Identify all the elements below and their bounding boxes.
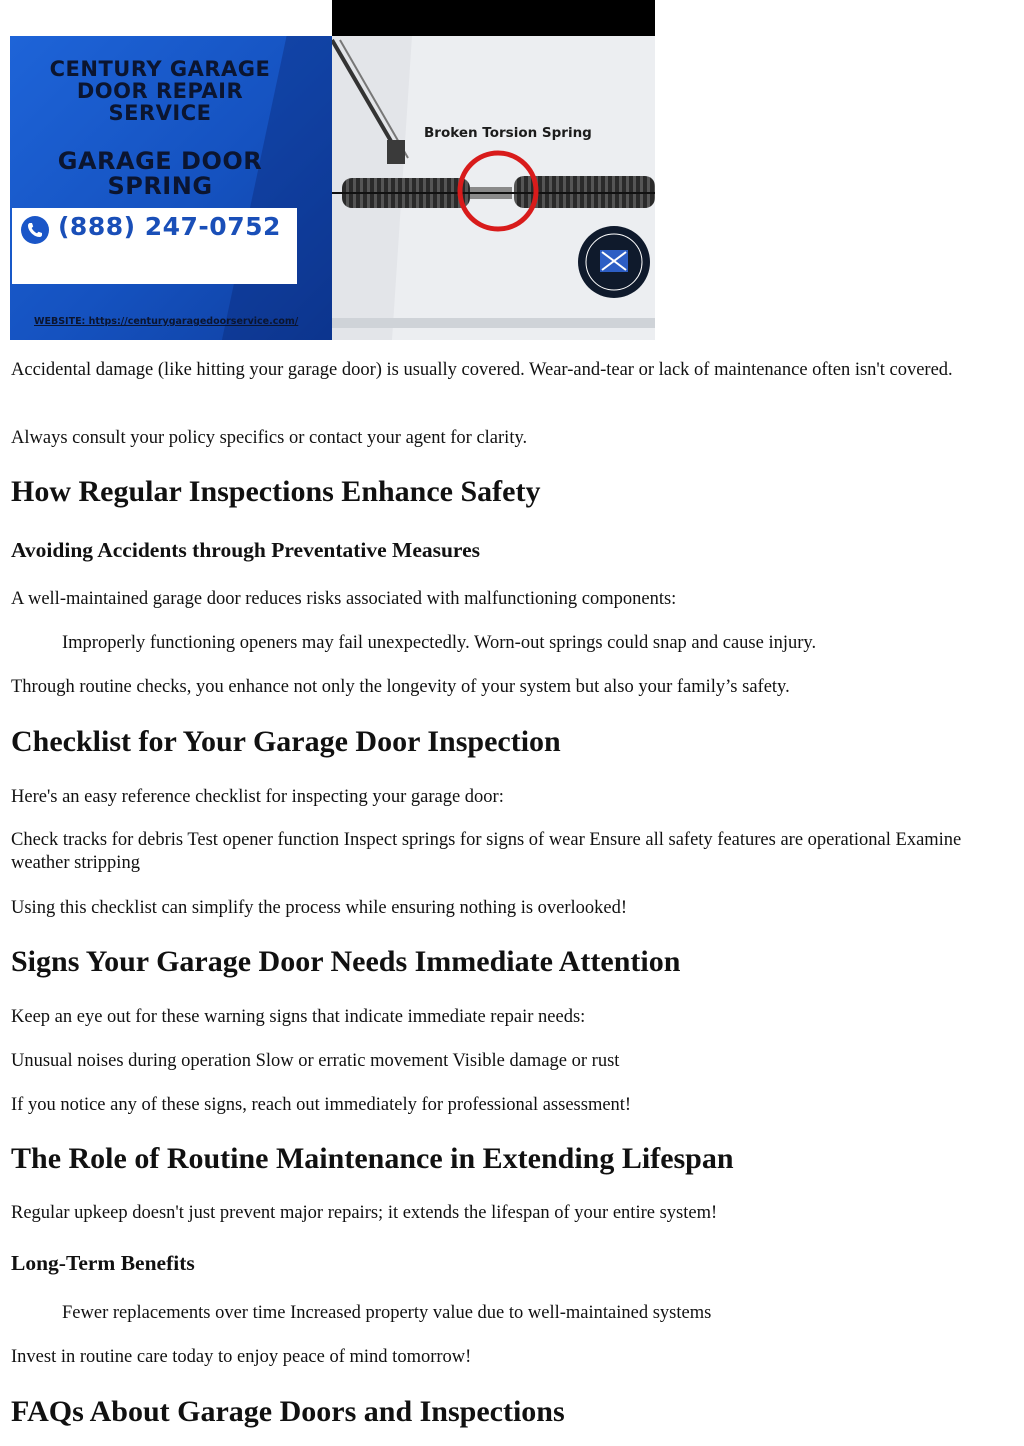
banner-service-name: GARAGE DOOR SPRING xyxy=(57,147,263,200)
website-url: WEBSITE: https://centurygaragedoorservice.com/ xyxy=(34,316,299,327)
checklist-paragraph: Check tracks for debris Test opener function Inspect springs for signs of wear Ensure all safety features are operational Examine weather stripping xyxy=(11,830,962,873)
section-heading: Checklist for Your Garage Door Inspection xyxy=(11,725,561,758)
photo-label: Broken Torsion Spring xyxy=(424,125,592,141)
section-heading: How Regular Inspections Enhance Safety xyxy=(11,475,541,508)
paragraph: Accidental damage (like hitting your garage door) is usually covered. Wear-and-tear or lack of maintenance often isn't covered. xyxy=(11,360,953,380)
phone-icon xyxy=(21,216,49,244)
phone-number: (888) 247-0752 xyxy=(58,212,281,241)
paragraph: Keep an eye out for these warning signs that indicate immediate repair needs: xyxy=(11,1007,586,1027)
paragraph: Invest in routine care today to enjoy peace of mind tomorrow! xyxy=(11,1347,472,1367)
paragraph: Always consult your policy specifics or contact your agent for clarity. xyxy=(11,428,528,448)
subsection-heading: Long-Term Benefits xyxy=(11,1251,195,1275)
paragraph: Through routine checks, you enhance not only the longevity of your system but also your family’s safety. xyxy=(11,677,790,697)
paragraph: Here's an easy reference checklist for inspecting your garage door: xyxy=(11,787,504,807)
section-heading: FAQs About Garage Doors and Inspections xyxy=(11,1395,565,1428)
phone-box xyxy=(12,208,297,284)
indented-paragraph: Fewer replacements over time Increased property value due to well-maintained systems xyxy=(62,1303,712,1323)
paragraph: Regular upkeep doesn't just prevent major repairs; it extends the lifespan of your entire system! xyxy=(11,1203,718,1223)
banner-ad-panel xyxy=(10,36,332,340)
paragraph: Unusual noises during operation Slow or erratic movement Visible damage or rust xyxy=(11,1051,620,1071)
torsion-spring-illustration xyxy=(332,0,655,340)
paragraph: If you notice any of these signs, reach out immediately for professional assessment! xyxy=(11,1095,632,1115)
section-heading: Signs Your Garage Door Needs Immediate Attention xyxy=(11,945,681,978)
banner-company-name: CENTURY GARAGE DOOR REPAIR SERVICE xyxy=(49,57,271,125)
subsection-heading: Avoiding Accidents through Preventative Measures xyxy=(11,538,481,562)
section-heading: The Role of Routine Maintenance in Extending Lifespan xyxy=(11,1142,734,1175)
paragraph: A well-maintained garage door reduces risks associated with malfunctioning components: xyxy=(11,589,677,609)
company-logo xyxy=(578,226,650,298)
spring-photo xyxy=(332,0,655,340)
paragraph: Using this checklist can simplify the process while ensuring nothing is overlooked! xyxy=(11,898,628,918)
hero-banner-image xyxy=(10,0,655,340)
indented-paragraph: Improperly functioning openers may fail unexpectedly. Worn-out springs could snap and cause injury. xyxy=(62,633,817,653)
